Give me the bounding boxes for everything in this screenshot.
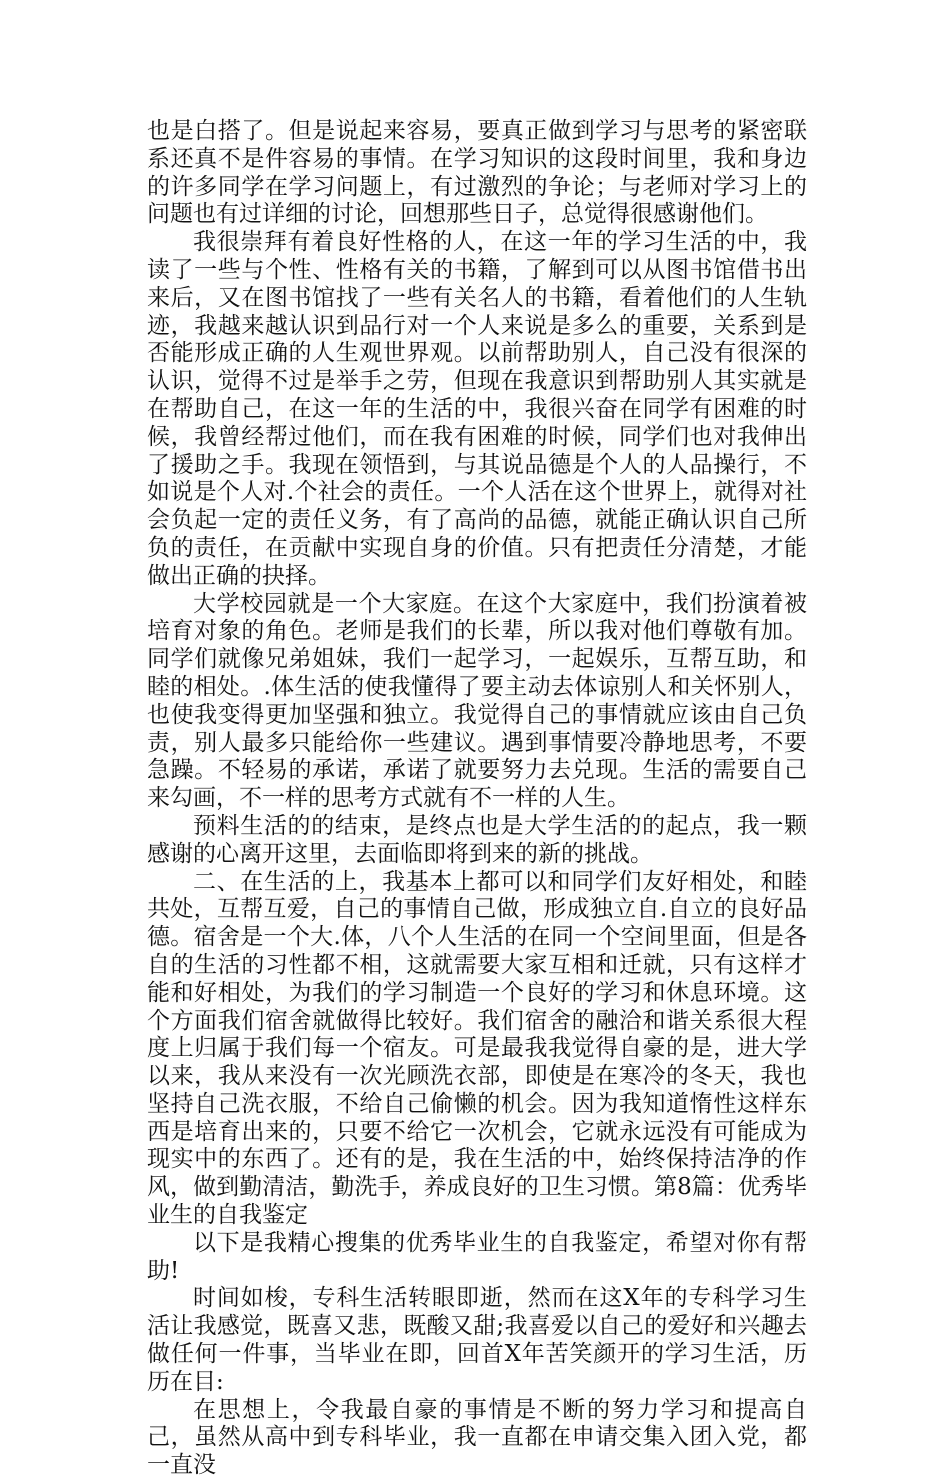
paragraph-campus-family: 大学校园就是一个大家庭。在这个大家庭中，我们扮演着被培育对象的角色。老师是我们的长辈，所以我对他们尊敬有加。同学们就像兄弟姐妹，我们一起学习，一起娱乐，互帮互助，和睦的相处。.体生活的使我懂得了要主动去体谅别人和关怀别人，也使我变得更加坚强和独立。我觉得自己的事情就应该由自己负责，别人最多只能给你一些建议。遇到事情要冷静地思考，不要急躁。不轻易的承诺，承诺了就要努力去兑现。生活的需要自己来勾画，不一样的思考方式就有不一样的人生。 — [147, 590, 807, 812]
paragraph-dorm-life: 二、在生活的上，我基本上都可以和同学们友好相处，和睦共处，互帮互爱，自己的事情自己做，形成独立自.自立的良好品德。宿舍是一个大.体，八个人生活的在同一个空间里面，但是各自的生活的习性都不相，这就需要大家互相和迁就，只有这样才能和好相处，为我们的学习制造一个良好的学习和休息环境。这个方面我们宿舍就做得比较好。我们宿舍的融洽和谐关系很大程度上归属于我们每一个宿友。可是最我我觉得自豪的是，进大学以来，我从来没有一次光顾洗衣部，即使是在寒冷的冬天，我也坚持自己洗衣服，不给自己偷懒的机会。因为我知道惰性这样东西是培育出来的，只要不给它一次机会，它就永远没有可能成为现实中的东西了。还有的是，我在生活的中，始终保持洁净的作风，做到勤清洁，勤洗手，养成良好的卫生习惯。第8篇：优秀毕业生的自我鉴定 — [147, 868, 807, 1229]
paragraph-character: 我很崇拜有着良好性格的人，在这一年的学习生活的中，我读了一些与个性、性格有关的书籍，了解到可以从图书馆借书出来后，又在图书馆找了一些有关名人的书籍，看着他们的人生轨迹，我越来越认识到品行对一个人来说是多么的重要，关系到是否能形成正确的人生观世界观。以前帮助别人，自己没有很深的认识，觉得不过是举手之劳，但现在我意识到帮助别人其实就是在帮助自己，在这一年的生活的中，我很兴奋在同学有困难的时候，我曾经帮过他们，而在我有困难的时候，同学们也对我伸出了援助之手。我现在领悟到，与其说品德是个人的人品操行，不如说是个人对.个社会的责任。一个人活在这个世界上，就得对社会负起一定的责任义务，有了高尚的品德，就能正确认识自己所负的责任，在贡献中实现自身的价值。只有把责任分清楚，才能做出正确的抉择。 — [147, 229, 807, 589]
paragraph-intro: 以下是我精心搜集的优秀毕业生的自我鉴定，希望对你有帮助! — [147, 1229, 807, 1284]
document-body — [147, 118, 807, 1480]
paragraph-ending: 预料生活的的结束，是终点也是大学生活的的起点，我一颗感谢的心离开这里，去面临即将到来的新的挑战。 — [147, 812, 807, 867]
paragraph-continuation: 也是白搭了。但是说起来容易，要真正做到学习与思考的紧密联系还真不是件容易的事情。在学习知识的这段时间里，我和身边的许多同学在学习问题上，有过激烈的争论；与老师对学习上的问题也有过详细的讨论，回想那些日子，总觉得很感谢他们。 — [147, 118, 807, 228]
paragraph-time-flies: 时间如梭，专科生活转眼即逝，然而在这X年的专科学习生活让我感觉，既喜又悲，既酸又甜;我喜爱以自己的爱好和兴趣去做任何一件事，当毕业在即，回首X年苦笑颜开的学习生活，历历在目: — [147, 1285, 807, 1395]
paragraph-thought: 在思想上，令我最自豪的事情是不断的努力学习和提高自己，虽然从高中到专科毕业，我一直都在申请交集入团入党，都一直没 — [147, 1396, 807, 1479]
